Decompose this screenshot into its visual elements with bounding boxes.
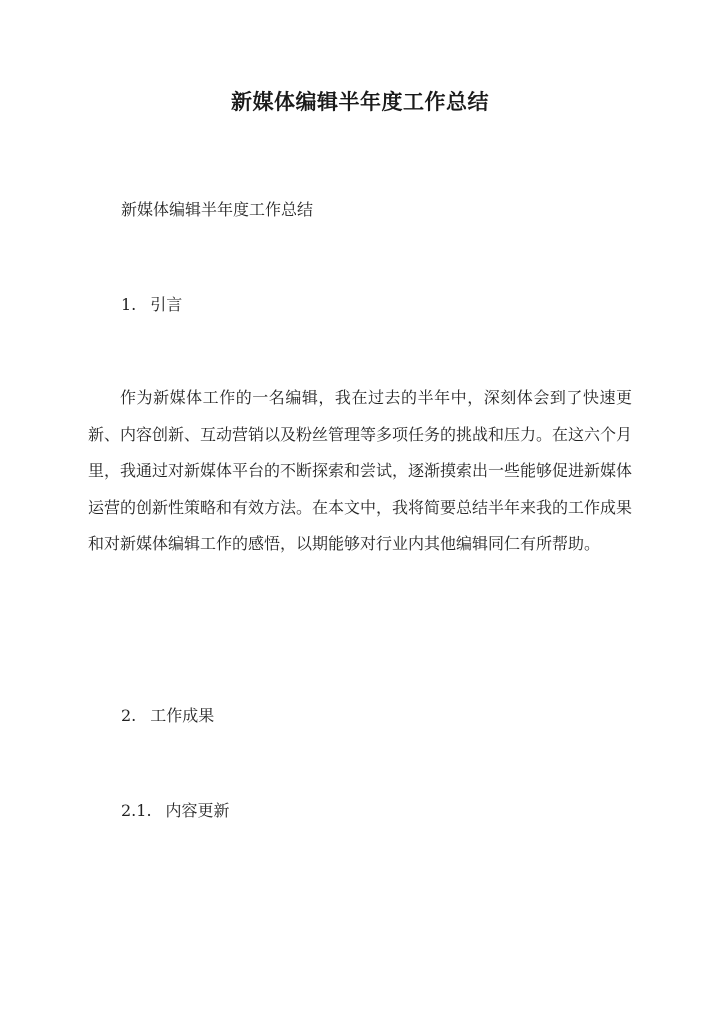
subsection-heading-content-update xyxy=(121,798,230,821)
section-number: 2. xyxy=(121,706,137,725)
section-heading-text: 工作成果 xyxy=(150,706,215,725)
section-heading-text: 引言 xyxy=(150,295,183,314)
section-heading-introduction xyxy=(121,292,182,315)
section-heading-work-results xyxy=(121,703,214,726)
subsection-number: 2.1. xyxy=(121,801,152,820)
introduction-paragraph: 作为新媒体工作的一名编辑，我在过去的半年中，深刻体会到了快速更新、内容创新、互动营销以及粉丝管理等多项任务的挑战和压力。在这六个月里，我通过对新媒体平台的不断探索和尝试，逐渐摸索出一些能够促进新媒体运营的创新性策略和有效方法。在本文中，我将简要总结半年来我的工作成果和对新媒体编辑工作的感悟，以期能够对行业内其他编辑同仁有所帮助。 xyxy=(88,388,633,554)
document-title: 新媒体编辑半年度工作总结 xyxy=(231,89,489,114)
subsection-heading-text: 内容更新 xyxy=(165,801,230,820)
section-number: 1. xyxy=(121,295,137,314)
document-subtitle: 新媒体编辑半年度工作总结 xyxy=(121,200,314,219)
